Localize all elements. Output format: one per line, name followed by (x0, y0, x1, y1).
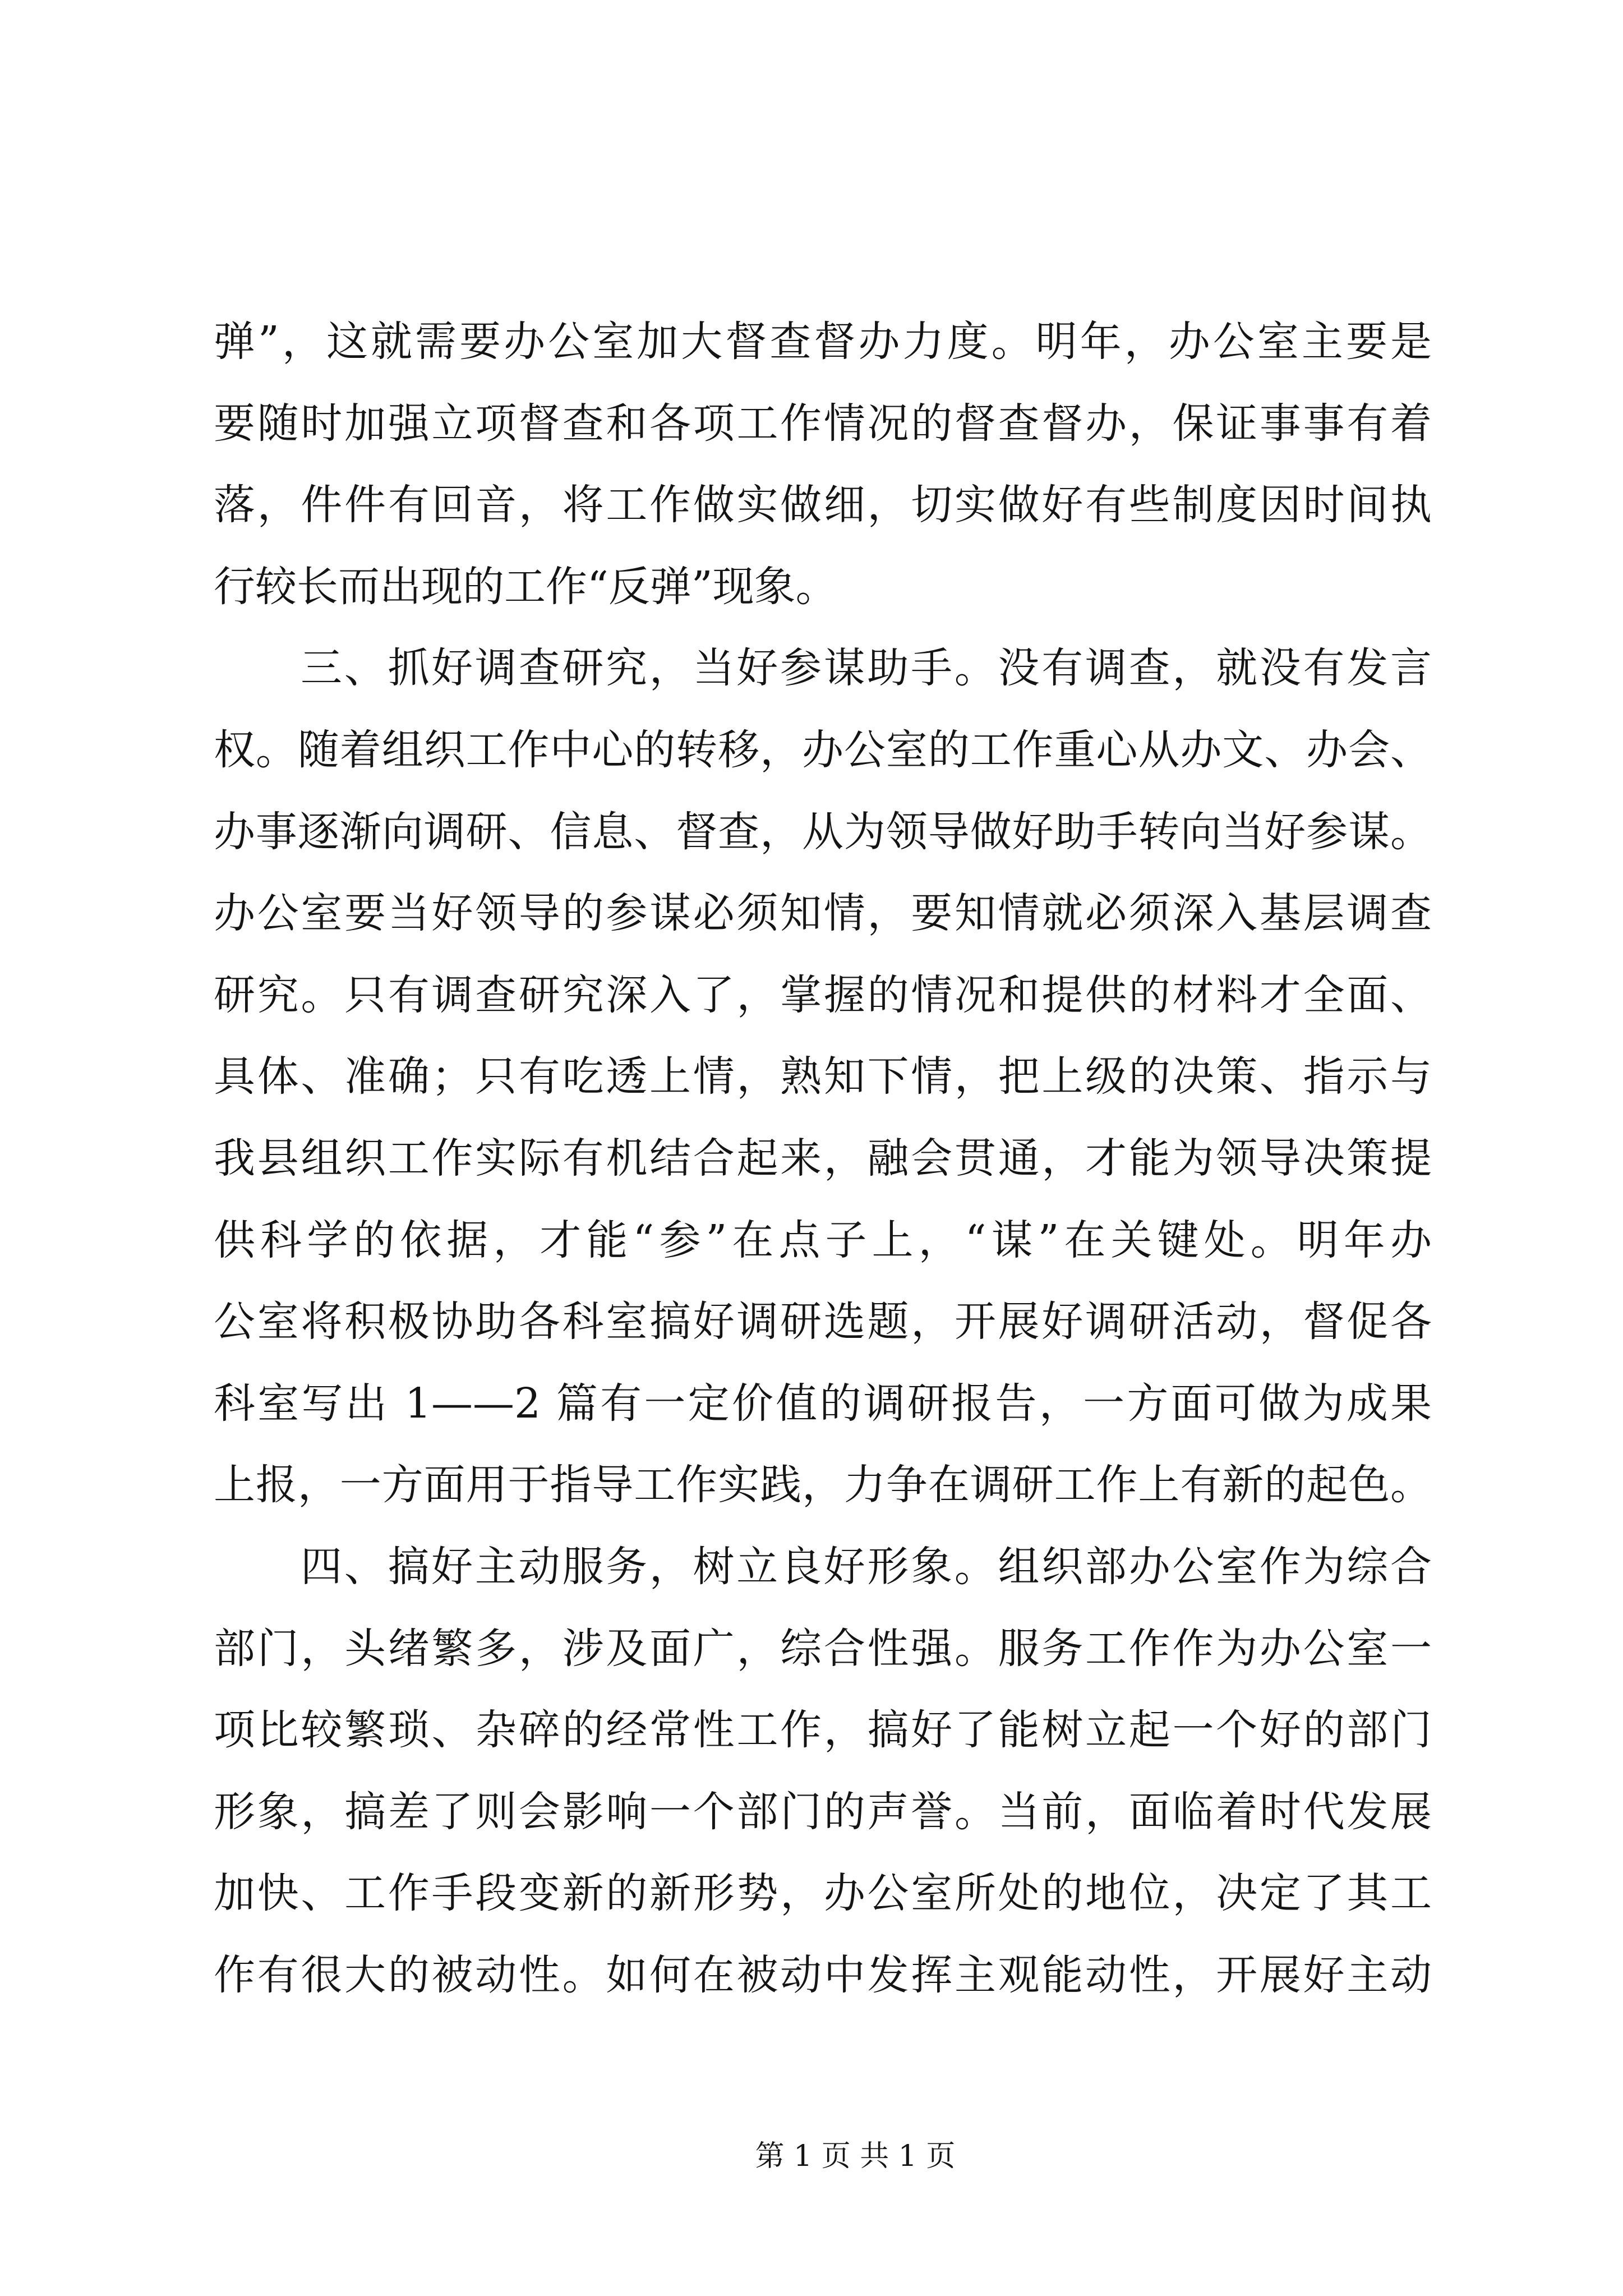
text-line: 要随时加强立项督查和各项工作情况的督查督办，保证事事有着 (214, 399, 1432, 448)
text-line: 公室将积极协助各科室搞好调研选题，开展好调研活动，督促各 (214, 1297, 1432, 1346)
text-line: 研究。只有调查研究深入了，掌握的情况和提供的材料才全面、 (214, 970, 1432, 1019)
text-line: 项比较繁琐、杂碎的经常性工作，搞好了能树立起一个好的部门 (214, 1706, 1432, 1755)
document-body (214, 301, 1432, 2016)
text-line: 行较长而出现的工作“反弹”现象。 (214, 562, 837, 611)
text-line: 供科学的依据，才能“参”在点子上，“谋”在关键处。明年办 (214, 1216, 1432, 1264)
page-number-footer: 第 1 页 共 1 页 (755, 2139, 956, 2173)
text-line: 我县组织工作实际有机结合起来，融会贯通，才能为领导决策提 (214, 1134, 1432, 1182)
text-line: 上报，一方面用于指导工作实践，力争在调研工作上有新的起色。 (214, 1461, 1432, 1510)
text-line: 办公室要当好领导的参谋必须知情，要知情就必须深入基层调查 (214, 889, 1432, 938)
text-line: 三、抓好调查研究，当好参谋助手。没有调查，就没有发言 (301, 644, 1432, 693)
text-line: 科室写出 1——2 篇有一定价值的调研报告，一方面可做为成果 (214, 1379, 1432, 1428)
text-line: 具体、准确；只有吃透上情，熟知下情，把上级的决策、指示与 (214, 1052, 1432, 1101)
paragraph (214, 628, 1432, 1526)
text-line: 办事逐渐向调研、信息、督查，从为领导做好助手转向当好参谋。 (214, 807, 1432, 856)
text-line: 弹”，这就需要办公室加大督查督办力度。明年，办公室主要是 (214, 318, 1432, 366)
paragraph (214, 1526, 1432, 2017)
text-line: 部门，头绪繁多，涉及面广，综合性强。服务工作作为办公室一 (214, 1624, 1432, 1673)
paragraph (214, 301, 1432, 628)
text-line: 落，件件有回音，将工作做实做细，切实做好有些制度因时间执 (214, 481, 1432, 530)
text-line: 权。随着组织工作中心的转移，办公室的工作重心从办文、办会、 (214, 725, 1432, 774)
text-line: 加快、工作手段变新的新形势，办公室所处的地位，决定了其工 (214, 1869, 1432, 1918)
text-line: 四、搞好主动服务，树立良好形象。组织部办公室作为综合 (301, 1542, 1432, 1591)
text-line: 形象，搞差了则会影响一个部门的声誉。当前，面临着时代发展 (214, 1787, 1432, 1836)
text-line: 作有很大的被动性。如何在被动中发挥主观能动性，开展好主动 (214, 1950, 1432, 1999)
